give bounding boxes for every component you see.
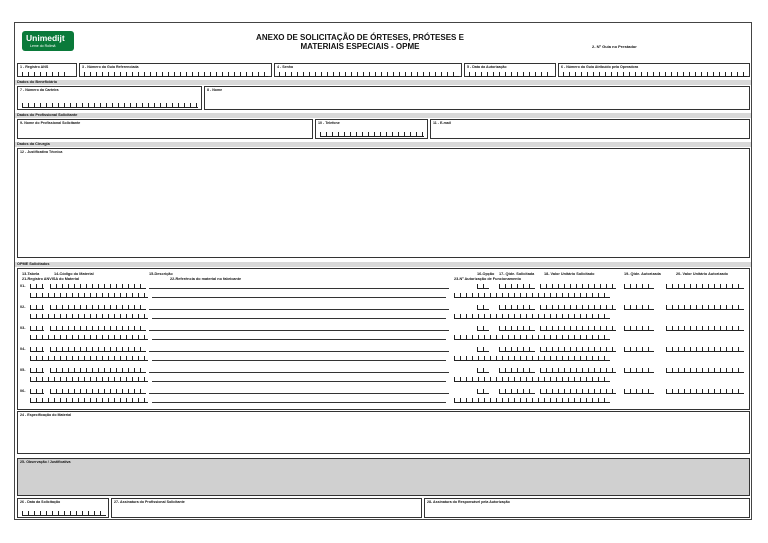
opme-valor-autorizado-input[interactable] <box>666 347 744 352</box>
opme-tabela-input[interactable] <box>30 347 44 352</box>
opme-valor-solicitado-input[interactable] <box>540 305 616 310</box>
opme-descricao-input[interactable] <box>149 351 449 352</box>
opme-referencia-input[interactable] <box>152 297 446 298</box>
opme-codigo-input[interactable] <box>50 326 146 331</box>
opme-qtde-autorizada-input[interactable] <box>624 284 654 289</box>
opme-valor-solicitado-input[interactable] <box>540 284 616 289</box>
especificacao-field[interactable] <box>17 411 750 454</box>
logo-subtitle: Leme do Rolimã <box>30 44 56 48</box>
opme-codigo-input[interactable] <box>50 368 146 373</box>
registro-ans-label: 1 - Registro ANS <box>20 65 49 69</box>
observacao-label: 25- Observação / Justificativa <box>20 460 71 464</box>
data-solicitacao-label: 26 - Data da Solicitação <box>20 500 61 504</box>
opme-autorizacao-input[interactable] <box>454 314 610 319</box>
data-solicitacao-field[interactable] <box>17 498 109 518</box>
nome-beneficiario-field[interactable] <box>204 86 750 110</box>
assinatura-profissional-label: 27- Assinatura do Profissional Solicitante <box>114 500 185 504</box>
opme-qtde-autorizada-input[interactable] <box>624 305 654 310</box>
email-field[interactable] <box>430 119 750 139</box>
opme-qtde-solicitada-input[interactable] <box>499 305 535 310</box>
title-line-2: MATERIAIS ESPECIAIS - OPME <box>300 42 420 51</box>
opme-codigo-input[interactable] <box>50 347 146 352</box>
opme-opcao-input[interactable] <box>477 347 489 352</box>
opme-valor-solicitado-input[interactable] <box>540 389 616 394</box>
opme-referencia-input[interactable] <box>152 402 446 403</box>
opme-tabela-input[interactable] <box>30 326 44 331</box>
data-autorizacao-label: 5 - Data da Autorização <box>467 65 507 69</box>
col-autorizacao: 23-Nº Autorização de Funcionamento <box>454 277 522 281</box>
opme-valor-autorizado-input[interactable] <box>666 389 744 394</box>
opme-autorizacao-input[interactable] <box>454 293 610 298</box>
col-registro-anvisa: 21-Registro ANVISA do Material <box>22 277 80 281</box>
data-autorizacao-field[interactable] <box>464 63 556 77</box>
guia-operadora-field[interactable] <box>558 63 750 77</box>
unimed-logo <box>22 31 74 51</box>
opme-registro-anvisa-input[interactable] <box>30 377 148 382</box>
opme-qtde-autorizada-input[interactable] <box>624 389 654 394</box>
guia-prestador-label: 2- Nº Guia no Prestador <box>592 44 637 49</box>
opme-valor-solicitado-input[interactable] <box>540 347 616 352</box>
opme-qtde-solicitada-input[interactable] <box>499 284 535 289</box>
opme-referencia-input[interactable] <box>152 318 446 319</box>
opme-tabela-input[interactable] <box>30 284 44 289</box>
senha-field[interactable] <box>274 63 462 77</box>
section-opme: OPME Solicitados <box>15 262 751 267</box>
especificacao-label: 24 - Especificação do Material <box>20 413 72 417</box>
senha-label: 4 - Senha <box>277 65 293 69</box>
opme-qtde-solicitada-input[interactable] <box>499 389 535 394</box>
opme-descricao-input[interactable] <box>149 393 449 394</box>
guia-operadora-label: 6 - Número da Guia Atribuído pela Operadora <box>561 65 639 69</box>
section-beneficiario: Dados do Beneficiário <box>15 80 751 85</box>
opme-referencia-input[interactable] <box>152 360 446 361</box>
col-qtde-autorizada: 19- Qtde. Autorizada <box>624 272 661 276</box>
opme-tabela-input[interactable] <box>30 389 44 394</box>
opme-tabela-input[interactable] <box>30 368 44 373</box>
email-label: 11 - E-mail <box>433 121 451 125</box>
opme-registro-anvisa-input[interactable] <box>30 314 148 319</box>
opme-autorizacao-input[interactable] <box>454 377 610 382</box>
opme-qtde-autorizada-input[interactable] <box>624 326 654 331</box>
telefone-field[interactable] <box>315 119 428 139</box>
nome-profissional-field[interactable] <box>17 119 313 139</box>
opme-opcao-input[interactable] <box>477 368 489 373</box>
opme-qtde-autorizada-input[interactable] <box>624 347 654 352</box>
opme-descricao-input[interactable] <box>149 309 449 310</box>
opme-descricao-input[interactable] <box>149 330 449 331</box>
opme-row-number: 03- <box>20 326 26 330</box>
col-tabela: 13-Tabela <box>22 272 40 276</box>
col-qtde-solicitada: 17- Qtde. Solicitada <box>499 272 535 276</box>
assinatura-responsavel-label: 28- Assinatura do Responsável pela Autorização <box>427 500 510 504</box>
form-title <box>200 33 520 51</box>
opme-registro-anvisa-input[interactable] <box>30 293 148 298</box>
carteira-field[interactable] <box>17 86 202 110</box>
opme-valor-autorizado-input[interactable] <box>666 368 744 373</box>
opme-valor-autorizado-input[interactable] <box>666 284 744 289</box>
opme-valor-autorizado-input[interactable] <box>666 326 744 331</box>
section-profissional: Dados do Profissional Solicitante <box>15 113 751 118</box>
opme-autorizacao-input[interactable] <box>454 335 610 340</box>
nome-profissional-label: 9- Nome do Profissional Solicitante <box>20 121 81 125</box>
col-referencia: 22-Referência do material no fabricante <box>170 277 242 281</box>
assinatura-responsavel-field[interactable] <box>424 498 750 518</box>
guia-referenciada-label: 3 - Número da Guia Referenciada <box>82 65 139 69</box>
opme-table <box>17 268 750 410</box>
observacao-field[interactable] <box>17 458 750 496</box>
col-valor-autorizado: 20- Valor Unitário Autorizado <box>676 272 728 276</box>
opme-codigo-input[interactable] <box>50 305 146 310</box>
opme-row-number: 02- <box>20 305 26 309</box>
opme-codigo-input[interactable] <box>50 284 146 289</box>
col-valor-solicitado: 18- Valor Unitário Solicitado <box>544 272 595 276</box>
col-opcao: 16-Opção <box>477 272 495 276</box>
logo-accent: ijt <box>57 33 65 43</box>
guia-referenciada-field[interactable] <box>79 63 272 77</box>
opme-qtde-solicitada-input[interactable] <box>499 347 535 352</box>
opme-valor-autorizado-input[interactable] <box>666 305 744 310</box>
opme-valor-solicitado-input[interactable] <box>540 326 616 331</box>
opme-referencia-input[interactable] <box>152 381 446 382</box>
opme-opcao-input[interactable] <box>477 389 489 394</box>
opme-row-number: 06- <box>20 389 26 393</box>
logo-text: Unimed <box>26 33 58 43</box>
nome-beneficiario-label: 8 - Nome <box>207 88 223 92</box>
col-descricao: 15-Descrição <box>149 272 173 276</box>
opme-qtde-solicitada-input[interactable] <box>499 326 535 331</box>
section-cirurgia: Dados da Cirurgia <box>15 142 751 147</box>
opme-codigo-input[interactable] <box>50 389 146 394</box>
opme-registro-anvisa-input[interactable] <box>30 398 148 403</box>
opme-referencia-input[interactable] <box>152 339 446 340</box>
opme-descricao-input[interactable] <box>149 372 449 373</box>
opme-qtde-solicitada-input[interactable] <box>499 368 535 373</box>
opme-descricao-input[interactable] <box>149 288 449 289</box>
opme-valor-solicitado-input[interactable] <box>540 368 616 373</box>
registro-ans-field[interactable] <box>17 63 77 77</box>
justificativa-label: 12 - Justificativa Técnica <box>20 150 63 154</box>
opme-autorizacao-input[interactable] <box>454 356 610 361</box>
opme-row-number: 04- <box>20 347 26 351</box>
justificativa-field[interactable] <box>17 148 750 258</box>
assinatura-profissional-field[interactable] <box>111 498 422 518</box>
opme-opcao-input[interactable] <box>477 284 489 289</box>
opme-tabela-input[interactable] <box>30 305 44 310</box>
col-codigo: 14-Código do Material <box>54 272 94 276</box>
opme-autorizacao-input[interactable] <box>454 398 610 403</box>
opme-opcao-input[interactable] <box>477 305 489 310</box>
carteira-label: 7 - Número da Carteira <box>20 88 59 92</box>
telefone-label: 10 - Telefone <box>318 121 340 125</box>
opme-row-number: 05- <box>20 368 26 372</box>
opme-qtde-autorizada-input[interactable] <box>624 368 654 373</box>
opme-opcao-input[interactable] <box>477 326 489 331</box>
opme-registro-anvisa-input[interactable] <box>30 356 148 361</box>
opme-row-number: 01- <box>20 284 26 288</box>
title-line-1: ANEXO DE SOLICITAÇÃO DE ÓRTESES, PRÓTESES E <box>256 33 464 42</box>
opme-registro-anvisa-input[interactable] <box>30 335 148 340</box>
